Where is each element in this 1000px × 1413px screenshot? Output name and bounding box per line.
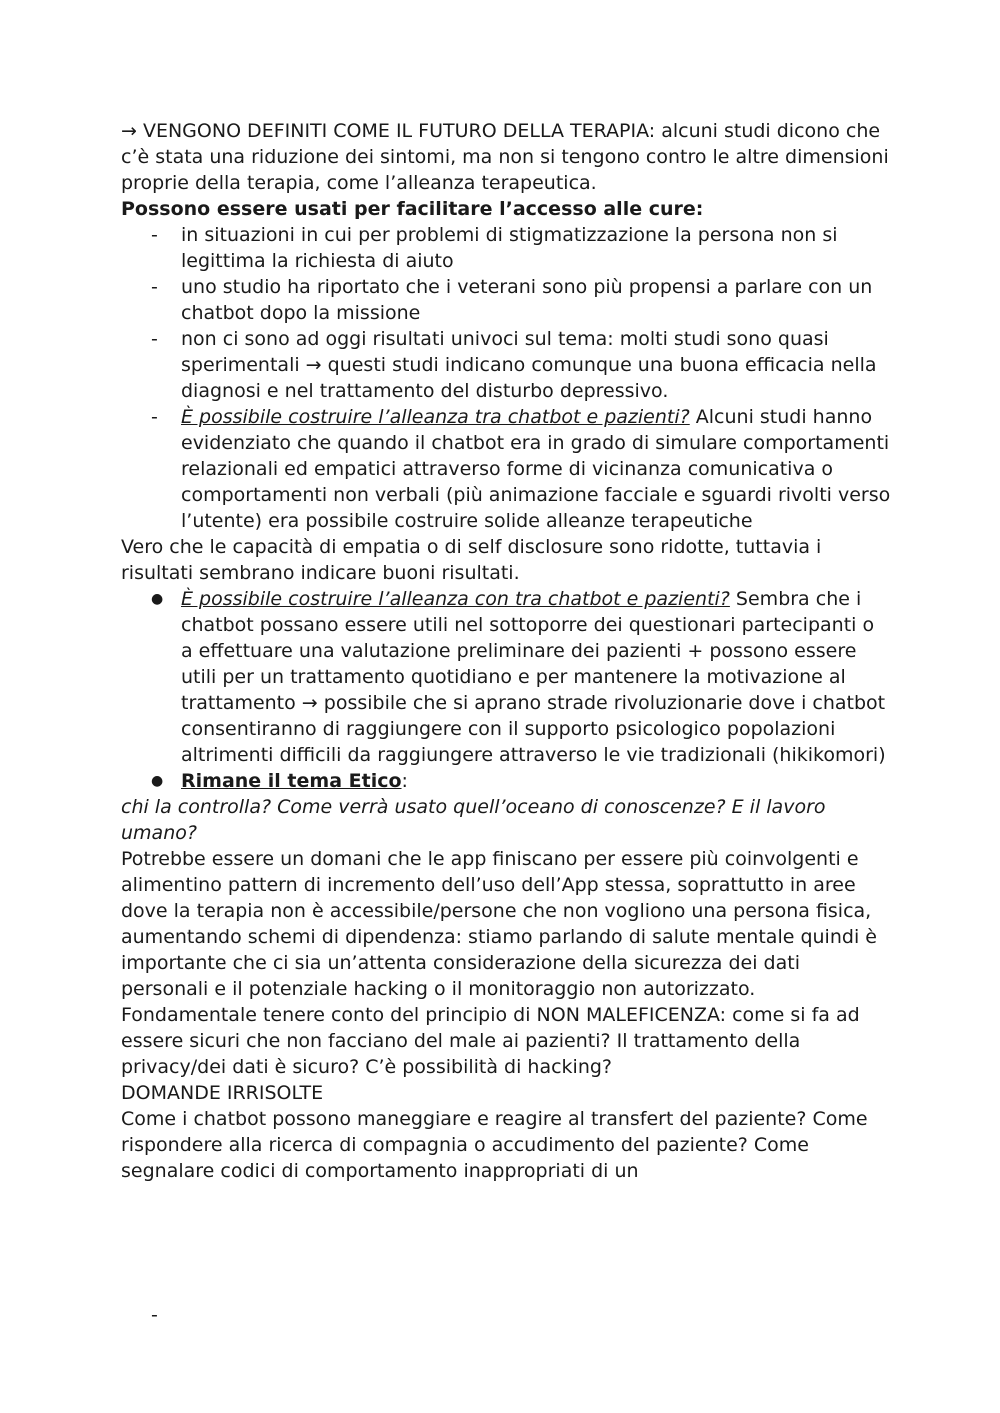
ethics-heading: Rimane il tema Etico <box>181 770 402 792</box>
alliance-text: Alcuni studi hanno evidenziato che quando il chatbot era in grado di simulare comportamenti relazionali ed empatici attraverso forme di vicinanza comunicativa o comportamenti non verbali (più animazione facciale e sguardi rivolti verso l’utente) era possibile costruire solide alleanze terapeutiche <box>181 406 891 532</box>
ethics-colon: : <box>401 770 408 792</box>
unresolved-paragraph: Come i chatbot possono maneggiare e reagire al transfert del paziente? Come rispondere alla ricerca di compagnia o accudimento del paziente? Come segnalare codici di comportamento inappropriati di un <box>121 1108 868 1182</box>
access-heading: Possono essere usati per facilitare l’accesso alle cure: <box>121 198 704 220</box>
list-item-chatbot-uses <box>121 586 891 768</box>
dependency-paragraph: Potrebbe essere un domani che le app finiscano per essere più coinvolgenti e alimentino pattern di incremento dell’uso dell’App stessa, soprattutto in aree dove la terapia non è accessibile/persone che non vogliono una persona fisica, aumentando schemi di dipendenza: stiamo parlando di salute mentale quindi è importante che ci sia un’attenta considerazione della sicurezza dei dati personali e il potenziale hacking o il monitoraggio non autorizzato. <box>121 848 877 1000</box>
list-item-alliance <box>121 404 891 534</box>
list-item: - uno studio ha riportato che i veterani sono più propensi a parlare con un chatbot dopo la missione <box>121 274 891 326</box>
bullet-text: Sembra che i chatbot possano essere utili nel sottoporre dei questionari partecipanti o a effettuare una valutazione preliminare dei pazienti + possono essere utili per un trattamento quotidiano e per mantenere la motivazione al trattamento → possibile che si aprano strade rivoluzionarie dove i chatbot consentiranno di raggiungere con il supporto psicologico popolazioni altrimenti difficili da raggiungere attraverso le vie tradizionali (hikikomori) <box>181 588 886 766</box>
document-body <box>121 118 891 1184</box>
alliance-question: È possibile costruire l’alleanza tra chatbot e pazienti? <box>181 406 690 428</box>
unresolved-heading: DOMANDE IRRISOLTE <box>121 1082 324 1104</box>
access-list <box>121 222 891 534</box>
list-item: - in situazioni in cui per problemi di stigmatizzazione la persona non si legittima la richiesta di aiuto <box>121 222 891 274</box>
trailing-dash: - <box>151 1304 158 1326</box>
empathy-paragraph: Vero che le capacità di empatia o di self disclosure sono ridotte, tuttavia i risultati sembrano indicare buoni risultati. <box>121 536 822 584</box>
bullet-list <box>121 586 891 794</box>
list-item-ethics <box>121 768 891 794</box>
bullet-question: È possibile costruire l’alleanza con tra chatbot e pazienti? <box>181 588 730 610</box>
nonmaleficence-paragraph: Fondamentale tenere conto del principio di NON MALEFICENZA: come si fa ad essere sicuri che non facciano del male ai pazienti? Il trattamento della privacy/dei dati è sicuro? C’è possibilità di hacking? <box>121 1004 860 1078</box>
intro-paragraph: → VENGONO DEFINITI COME IL FUTURO DELLA TERAPIA: alcuni studi dicono che c’è stata una riduzione dei sintomi, ma non si tengono contro le altre dimensioni proprie della terapia, come l’alleanza terapeutica. <box>121 120 889 194</box>
ethics-questions: chi la controlla? Come verrà usato quell’oceano di conoscenze? E il lavoro umano? <box>121 796 826 844</box>
list-item: - non ci sono ad oggi risultati univoci sul tema: molti studi sono quasi sperimentali → questi studi indicano comunque una buona efficacia nella diagnosi e nel trattamento del disturbo depressivo. <box>121 326 891 404</box>
